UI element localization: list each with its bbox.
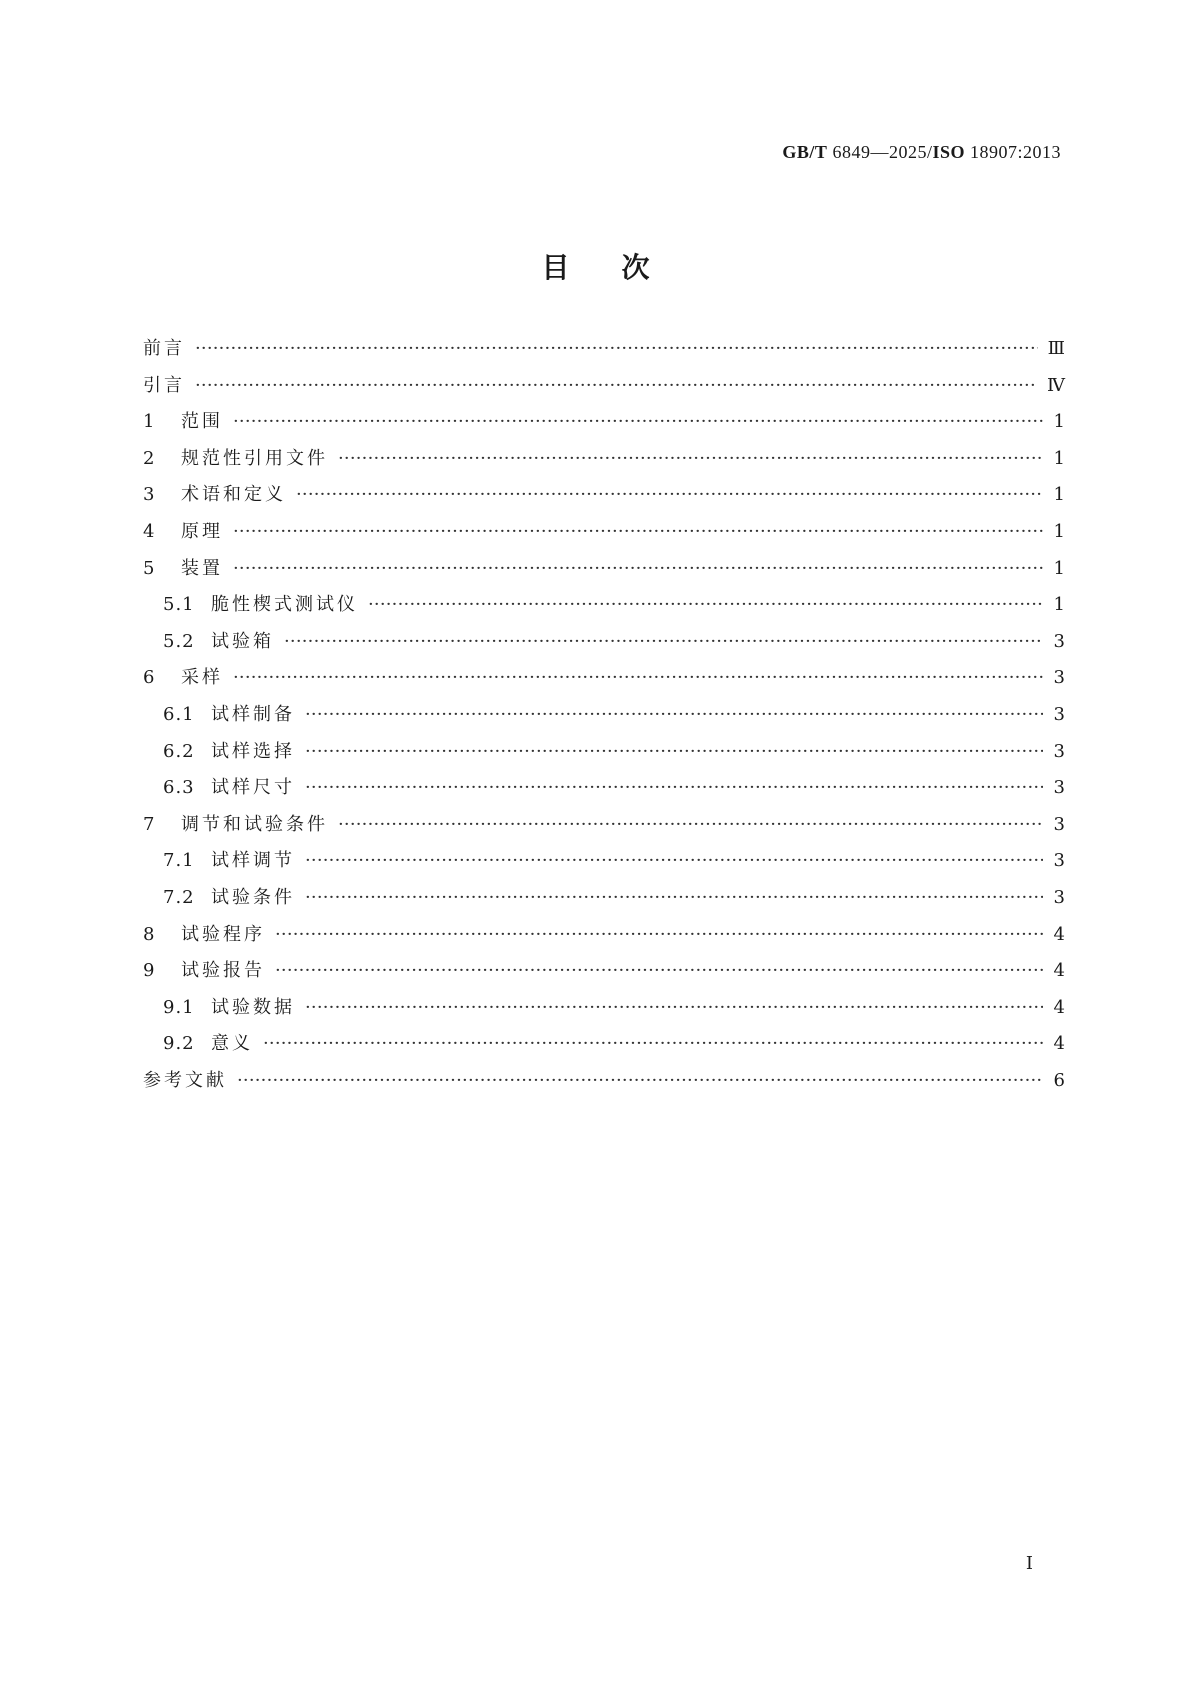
toc-entry-label: 意义 [211, 1033, 253, 1055]
toc-entry-label: 试样选择 [211, 740, 295, 762]
standard-code-number: 6849—2025/ [827, 142, 933, 162]
toc-entry-number: 3 [143, 484, 156, 506]
toc-entry-number: 7.2 [163, 886, 195, 908]
toc-dot-leader [233, 411, 1043, 432]
toc-entry-label: 术语和定义 [181, 484, 286, 506]
toc-entry[interactable] [143, 1066, 1065, 1103]
toc-dot-leader [338, 814, 1043, 835]
toc-entry-page: Ⅲ [1047, 338, 1065, 359]
toc-entry[interactable] [143, 334, 1065, 371]
toc-entry-page: 6 [1053, 1069, 1065, 1091]
toc-entry-page: 1 [1053, 594, 1065, 616]
toc-entry-page: 1 [1053, 447, 1065, 469]
toc-dot-leader [338, 448, 1043, 469]
toc-entry[interactable] [143, 846, 1065, 883]
toc-dot-leader [305, 887, 1043, 908]
standard-code-iso-number: 18907:2013 [964, 142, 1061, 162]
toc-entry-page: 3 [1053, 630, 1065, 652]
toc-dot-leader [195, 338, 1038, 359]
toc-dot-leader [275, 960, 1043, 981]
toc-entry-page: 4 [1053, 960, 1065, 982]
toc-entry-label: 试样调节 [211, 850, 295, 872]
toc-entry-number: 5 [143, 557, 156, 579]
toc-entry-label: 试验箱 [211, 630, 274, 652]
standard-code-prefix: GB/T [782, 142, 828, 162]
toc-entry-label: 规范性引用文件 [181, 447, 328, 469]
toc-entry[interactable] [143, 407, 1065, 444]
toc-dot-leader [237, 1070, 1043, 1091]
toc-entry-page: 1 [1053, 557, 1065, 579]
toc-entry[interactable] [143, 773, 1065, 810]
toc-entry[interactable] [143, 663, 1065, 700]
toc-dot-leader [305, 997, 1043, 1018]
toc-entry-label: 原理 [181, 520, 223, 542]
toc-dot-leader [305, 704, 1043, 725]
toc-entry-label: 调节和试验条件 [181, 813, 328, 835]
toc-entry[interactable] [143, 737, 1065, 774]
toc-entry-page: 4 [1053, 1033, 1065, 1055]
toc-entry[interactable] [143, 554, 1065, 591]
toc-entry[interactable] [143, 480, 1065, 517]
toc-dot-leader [233, 558, 1043, 579]
toc-dot-leader [263, 1033, 1043, 1054]
toc-entry-page: 4 [1053, 996, 1065, 1018]
table-of-contents [143, 334, 1065, 1102]
toc-entry[interactable] [143, 371, 1065, 408]
toc-entry[interactable] [143, 590, 1065, 627]
toc-entry-number: 7 [143, 813, 156, 835]
toc-dot-leader [275, 924, 1043, 945]
toc-entry[interactable] [143, 883, 1065, 920]
toc-entry[interactable] [143, 700, 1065, 737]
toc-entry-page: 3 [1053, 813, 1065, 835]
toc-entry-label: 试验数据 [211, 996, 295, 1018]
toc-entry-page: 3 [1053, 703, 1065, 725]
toc-entry-number: 4 [143, 520, 156, 542]
toc-entry-number: 9.1 [163, 996, 195, 1018]
toc-entry-label: 试验报告 [181, 960, 265, 982]
toc-entry-label: 前言 [143, 338, 185, 359]
toc-entry[interactable] [143, 627, 1065, 664]
toc-entry[interactable] [143, 1029, 1065, 1066]
toc-entry-number: 6 [143, 667, 156, 689]
toc-entry-number: 6.1 [163, 703, 195, 725]
toc-entry-page: 1 [1053, 411, 1065, 433]
toc-entry[interactable] [143, 810, 1065, 847]
toc-entry-page: 3 [1053, 667, 1065, 689]
toc-entry-label: 试样尺寸 [211, 777, 295, 799]
toc-entry-number: 1 [143, 411, 156, 433]
toc-dot-leader [233, 667, 1043, 688]
toc-entry-label: 范围 [181, 411, 223, 433]
toc-entry-label: 参考文献 [143, 1069, 227, 1091]
toc-entry-number: 7.1 [163, 850, 195, 872]
toc-entry-number: 5.2 [163, 630, 195, 652]
toc-entry-number: 6.3 [163, 777, 195, 799]
toc-entry[interactable] [143, 956, 1065, 993]
toc-dot-leader [305, 777, 1043, 798]
toc-dot-leader [195, 375, 1037, 396]
toc-entry-page: 3 [1053, 777, 1065, 799]
toc-entry-label: 采样 [181, 667, 223, 689]
toc-entry[interactable] [143, 444, 1065, 481]
toc-entry-number: 8 [143, 923, 156, 945]
page-title: 目次 [541, 251, 702, 284]
toc-entry-page: Ⅳ [1047, 374, 1065, 396]
toc-dot-leader [284, 631, 1043, 652]
toc-entry-label: 试样制备 [211, 703, 295, 725]
toc-entry[interactable] [143, 920, 1065, 957]
toc-dot-leader [296, 484, 1043, 505]
toc-entry-label: 装置 [181, 557, 223, 579]
standard-code [782, 142, 1061, 163]
toc-entry-page: 3 [1053, 886, 1065, 908]
toc-entry[interactable] [143, 517, 1065, 554]
toc-entry-page: 3 [1053, 740, 1065, 762]
toc-entry-label: 引言 [143, 374, 185, 396]
toc-dot-leader [305, 741, 1043, 762]
toc-entry-label: 脆性楔式测试仪 [211, 594, 358, 616]
toc-entry-label: 试验条件 [211, 886, 295, 908]
toc-dot-leader [233, 521, 1043, 542]
toc-entry-number: 9 [143, 960, 156, 982]
standard-code-iso: ISO [932, 142, 965, 162]
toc-entry-page: 3 [1053, 850, 1065, 872]
toc-entry-number: 9.2 [163, 1033, 195, 1055]
toc-dot-leader [368, 594, 1043, 615]
toc-entry-page: 4 [1053, 923, 1065, 945]
toc-entry-page: 1 [1053, 520, 1065, 542]
toc-entry-number: 2 [143, 447, 156, 469]
toc-entry-label: 试验程序 [181, 923, 265, 945]
toc-entry-page: 1 [1053, 484, 1065, 506]
page-number: Ⅰ [1025, 1553, 1033, 1574]
toc-entry-number: 5.1 [163, 594, 195, 616]
toc-entry[interactable] [143, 993, 1065, 1030]
toc-dot-leader [305, 850, 1043, 871]
toc-entry-number: 6.2 [163, 740, 195, 762]
